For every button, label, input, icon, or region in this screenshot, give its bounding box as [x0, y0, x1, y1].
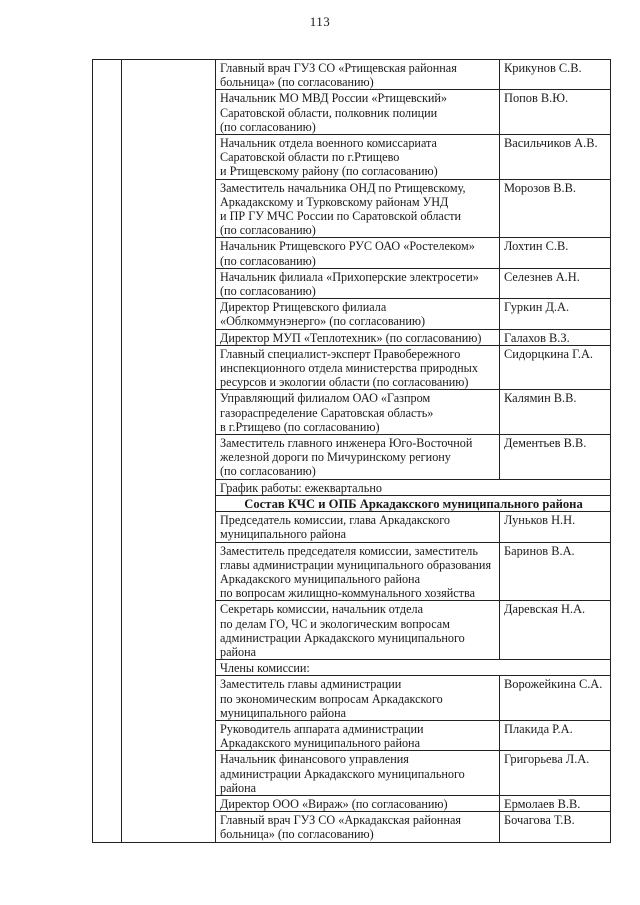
name-cell: Даревская Н.А. — [500, 601, 611, 660]
position-cell: Директор ООО «Вираж» (по согласованию) — [216, 795, 500, 811]
name-cell: Крикунов С.В. — [500, 60, 611, 90]
position-cell: Секретарь комиссии, начальник отдела по делам ГО, ЧС и экологическим вопросам администрации Аркадакского муниципального района — [216, 601, 500, 660]
position-cell: Заместитель главы администрации по экономическим вопросам Аркадакского муниципального района — [216, 676, 500, 721]
position-cell: Директор Ртищевского филиала «Облкоммунэнерго» (по согласованию) — [216, 299, 500, 329]
table-row — [93, 60, 611, 90]
commission-table — [92, 59, 611, 843]
name-cell: Луньков Н.Н. — [500, 512, 611, 542]
position-cell: Главный специалист-эксперт Правобережного инспекционного отдела министерства природных ресурсов и экологии области (по согласованию) — [216, 345, 500, 390]
position-cell: Главный врач ГУЗ СО «Ртищевская районная больница» (по согласованию) — [216, 60, 500, 90]
name-cell: Бочагова Т.В. — [500, 812, 611, 842]
position-cell: Заместитель главного инженера Юго-Восточной железной дороги по Мичуринскому региону (по согласованию) — [216, 435, 500, 480]
position-cell: Управляющий филиалом ОАО «Газпром газораспределение Саратовская область» в г.Ртищево (по согласованию) — [216, 390, 500, 435]
position-cell: Главный врач ГУЗ СО «Аркадакская районная больница» (по согласованию) — [216, 812, 500, 842]
name-cell: Галахов В.З. — [500, 329, 611, 345]
schedule-text: График работы: ежеквартально — [216, 479, 611, 495]
members-label: Члены комиссии: — [216, 660, 611, 676]
position-cell: Начальник отдела военного комиссариата Саратовской области по г.Ртищево и Ртищевскому району (по согласованию) — [216, 135, 500, 180]
name-cell: Васильчиков А.В. — [500, 135, 611, 180]
name-cell: Попов В.Ю. — [500, 90, 611, 135]
blank-column-1 — [93, 60, 122, 843]
name-cell: Баринов В.А. — [500, 542, 611, 601]
position-cell: Председатель комиссии, глава Аркадакского муниципального района — [216, 512, 500, 542]
name-cell: Дементьев В.В. — [500, 435, 611, 480]
name-cell: Морозов В.В. — [500, 179, 611, 238]
position-cell: Заместитель председателя комиссии, заместитель главы администрации муниципального образования Аркадакского муниципального района по вопросам жилищно-коммунального хозяйства — [216, 542, 500, 601]
name-cell: Плакида Р.А. — [500, 720, 611, 750]
position-cell: Начальник МО МВД России «Ртищевский» Саратовской области, полковник полиции (по согласованию) — [216, 90, 500, 135]
name-cell: Гуркин Д.А. — [500, 299, 611, 329]
name-cell: Сидорцкина Г.А. — [500, 345, 611, 390]
position-cell: Начальник Ртищевского РУС ОАО «Ростелеком» (по согласованию) — [216, 238, 500, 268]
position-cell: Начальник финансового управления администрации Аркадакского муниципального района — [216, 751, 500, 796]
position-cell: Заместитель начальника ОНД по Ртищевскому, Аркадакскому и Турковскому районам УНД и ПР ГУ МЧС России по Саратовской области (по согласованию) — [216, 179, 500, 238]
blank-column-2 — [122, 60, 216, 843]
name-cell: Ермолаев В.В. — [500, 795, 611, 811]
name-cell: Лохтин С.В. — [500, 238, 611, 268]
name-cell: Калямин В.В. — [500, 390, 611, 435]
name-cell: Селезнев А.Н. — [500, 268, 611, 298]
position-cell: Руководитель аппарата администрации Аркадакского муниципального района — [216, 720, 500, 750]
page-number: 113 — [309, 14, 331, 29]
section-heading: Состав КЧС и ОПБ Аркадакского муниципального района — [216, 495, 611, 511]
position-cell: Начальник филиала «Прихоперские электросети» (по согласованию) — [216, 268, 500, 298]
name-cell: Григорьева Л.А. — [500, 751, 611, 796]
position-cell: Директор МУП «Теплотехник» (по согласованию) — [216, 329, 500, 345]
name-cell: Ворожейкина С.А. — [500, 676, 611, 721]
